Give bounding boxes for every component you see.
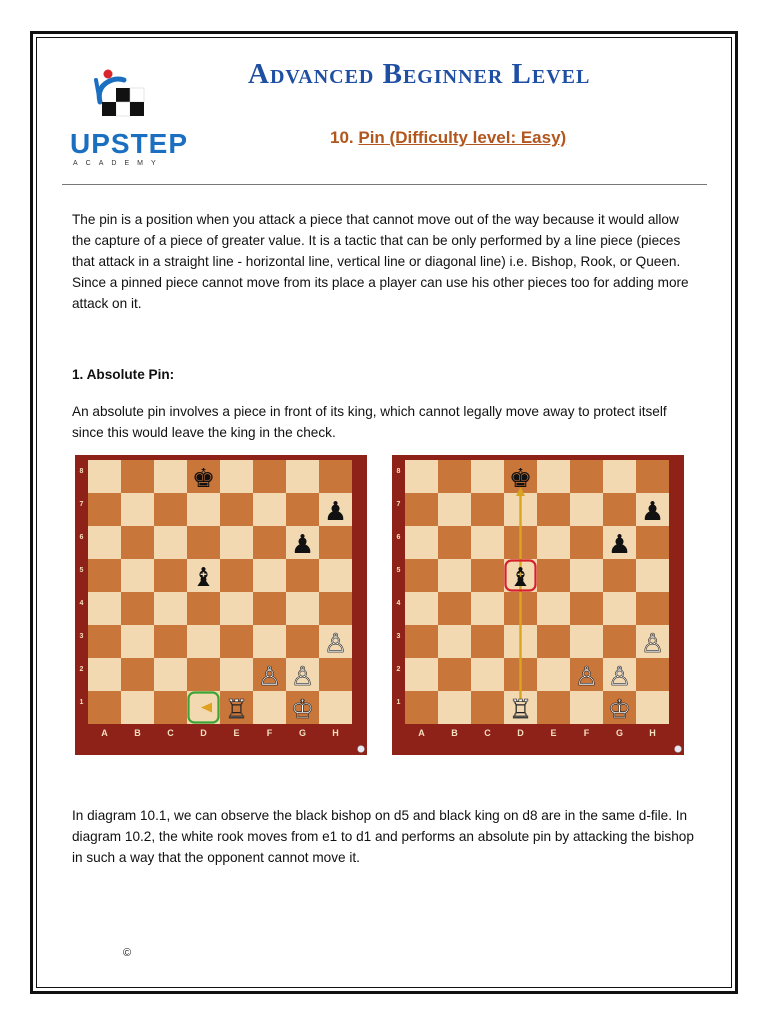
description-paragraph: In diagram 10.1, we can observe the black bishop on d5 and black king on d8 are in the same d-file. In diagram 10.2, the white rook moves from e1 to d1 and performs an absolute pin by attacking the bishop in such a way that the opponent cannot move it. <box>72 808 694 865</box>
file-label: B <box>134 728 141 738</box>
board-square <box>405 493 438 526</box>
board-square <box>121 526 154 559</box>
corner-dot-icon <box>358 746 365 753</box>
rank-label: 2 <box>396 666 401 673</box>
board-square <box>121 559 154 592</box>
board-square <box>88 559 121 592</box>
file-label: D <box>517 728 524 738</box>
board-square <box>537 460 570 493</box>
board-square <box>220 526 253 559</box>
chess-diagram-10-1 <box>75 455 367 755</box>
board-square <box>570 559 603 592</box>
board-square <box>286 559 319 592</box>
board-square <box>438 625 471 658</box>
chess-piece-icon: ♟ <box>290 530 315 560</box>
file-label: C <box>484 728 491 738</box>
board-square <box>154 559 187 592</box>
logo-wordmark: UPSTEP <box>70 128 189 159</box>
board-square <box>471 493 504 526</box>
file-label: B <box>451 728 458 738</box>
lesson-name: Pin (Difficulty level: Easy) <box>358 128 567 147</box>
board-square <box>636 460 669 493</box>
rank-label: 6 <box>396 534 401 541</box>
board-square <box>88 691 121 724</box>
board-square <box>570 625 603 658</box>
board-square <box>88 526 121 559</box>
file-label: E <box>233 728 240 738</box>
lesson-number: 10. <box>330 128 354 147</box>
intro-paragraph: The pin is a position when you attack a piece that cannot move out of the way because it would allow the capture of a piece of greater value. It is a tactic that can be only performed by a line piece (pieces that attack in a straight line - horizontal line, vertical line or diagonal line) i.e. Bishop, Rook, or Queen. Since a pinned piece cannot move from its place a player can use his other pieces too for adding more attack on it. <box>72 212 689 311</box>
rank-label: 4 <box>79 600 84 607</box>
board-square <box>220 460 253 493</box>
board-square <box>187 592 220 625</box>
board-square <box>253 691 286 724</box>
chess-piece-icon: ♙ <box>323 629 348 659</box>
board-square <box>405 460 438 493</box>
board-square <box>570 493 603 526</box>
board-square <box>286 460 319 493</box>
board-square <box>319 592 352 625</box>
board-square <box>88 658 121 691</box>
board-square <box>405 691 438 724</box>
chess-piece-icon: ♚ <box>191 464 216 494</box>
board-square <box>121 592 154 625</box>
board-square <box>636 691 669 724</box>
board-square <box>253 526 286 559</box>
rank-label: 3 <box>79 633 84 640</box>
board-square <box>471 625 504 658</box>
section-paragraph: An absolute pin involves a piece in front of its king, which cannot legally move away to protect itself since this would leave the king in the check. <box>72 404 667 440</box>
board-square <box>154 526 187 559</box>
board-square <box>570 691 603 724</box>
board-square <box>603 493 636 526</box>
file-label: G <box>298 728 307 738</box>
board-square <box>253 493 286 526</box>
chess-piece-icon: ♖ <box>508 695 533 725</box>
board-square <box>220 493 253 526</box>
chess-piece-icon: ♚ <box>508 464 533 494</box>
chess-piece-icon: ♙ <box>257 662 282 692</box>
rank-label: 2 <box>79 666 84 673</box>
chess-piece-icon: ♝ <box>508 563 533 593</box>
board-square <box>537 493 570 526</box>
board-square <box>471 658 504 691</box>
board-square <box>471 691 504 724</box>
board-square <box>636 658 669 691</box>
board-square <box>471 592 504 625</box>
board-square <box>154 625 187 658</box>
rank-label: 4 <box>396 600 401 607</box>
board-square <box>603 460 636 493</box>
board-square <box>187 625 220 658</box>
board-square <box>88 592 121 625</box>
file-label: D <box>200 728 207 738</box>
board-square <box>121 691 154 724</box>
rank-label: 5 <box>79 567 84 574</box>
chess-diagram-10-2 <box>392 455 684 755</box>
chess-piece-icon: ♙ <box>607 662 632 692</box>
file-label: F <box>266 728 273 738</box>
board-square <box>121 493 154 526</box>
board-square <box>286 493 319 526</box>
upstep-logo <box>70 66 188 170</box>
board-square <box>636 592 669 625</box>
board-square <box>253 625 286 658</box>
board-square <box>405 658 438 691</box>
board-square <box>438 592 471 625</box>
logo-mark-icon <box>70 66 180 128</box>
corner-dot-icon <box>675 746 682 753</box>
board-square <box>121 625 154 658</box>
board-square <box>88 493 121 526</box>
board-square <box>405 625 438 658</box>
board-square <box>220 658 253 691</box>
board-square <box>537 559 570 592</box>
board-square <box>636 559 669 592</box>
file-label: G <box>615 728 624 738</box>
board-square <box>438 559 471 592</box>
board-square <box>187 658 220 691</box>
board-square <box>154 691 187 724</box>
board-square <box>636 526 669 559</box>
rank-label: 6 <box>79 534 84 541</box>
file-label: A <box>101 728 108 738</box>
lesson-title <box>330 128 566 148</box>
file-label: H <box>332 728 339 738</box>
board-square <box>253 460 286 493</box>
file-label: A <box>418 728 425 738</box>
board-square <box>405 592 438 625</box>
board-square <box>570 526 603 559</box>
chess-piece-icon: ♙ <box>574 662 599 692</box>
board-square <box>319 460 352 493</box>
chess-board-svg <box>75 455 367 755</box>
board-square <box>570 592 603 625</box>
section-heading: 1. Absolute Pin: <box>72 367 175 382</box>
file-label: F <box>583 728 590 738</box>
chess-piece-icon: ♔ <box>607 695 632 725</box>
board-square <box>471 460 504 493</box>
board-square <box>220 559 253 592</box>
board-square <box>537 658 570 691</box>
board-square <box>438 658 471 691</box>
board-square <box>438 691 471 724</box>
board-square <box>253 592 286 625</box>
chess-piece-icon: ♟ <box>323 497 348 527</box>
chess-piece-icon: ♝ <box>191 563 216 593</box>
chess-piece-icon: ♟ <box>607 530 632 560</box>
board-square <box>405 559 438 592</box>
board-square <box>154 460 187 493</box>
board-square <box>405 526 438 559</box>
rank-label: 1 <box>79 699 84 706</box>
logo-subtitle: ACADEMY <box>73 160 164 167</box>
chess-piece-icon: ♙ <box>640 629 665 659</box>
board-square <box>319 559 352 592</box>
board-square <box>537 526 570 559</box>
board-square <box>121 460 154 493</box>
rank-label: 7 <box>396 501 401 508</box>
board-square <box>187 493 220 526</box>
board-square <box>154 592 187 625</box>
board-square <box>88 460 121 493</box>
board-square <box>537 592 570 625</box>
copyright-mark: © <box>123 947 132 959</box>
board-square <box>537 625 570 658</box>
board-square <box>438 493 471 526</box>
board-square <box>603 559 636 592</box>
rank-label: 1 <box>396 699 401 706</box>
board-square <box>537 691 570 724</box>
board-square <box>319 691 352 724</box>
rank-label: 8 <box>396 468 401 475</box>
board-square <box>253 559 286 592</box>
board-square <box>88 625 121 658</box>
board-square <box>154 658 187 691</box>
board-square <box>570 460 603 493</box>
chess-piece-icon: ♟ <box>640 497 665 527</box>
board-square <box>471 559 504 592</box>
board-square <box>319 658 352 691</box>
board-square <box>603 592 636 625</box>
header-divider <box>62 184 707 185</box>
board-square <box>603 625 636 658</box>
chess-piece-icon: ♖ <box>224 695 249 725</box>
chess-piece-icon: ♔ <box>290 695 315 725</box>
board-square <box>220 625 253 658</box>
board-square <box>319 526 352 559</box>
rank-label: 7 <box>79 501 84 508</box>
level-title: Advanced Beginner Level <box>248 58 591 90</box>
board-square <box>154 493 187 526</box>
board-square <box>286 592 319 625</box>
rank-label: 5 <box>396 567 401 574</box>
board-square <box>220 592 253 625</box>
board-square <box>121 658 154 691</box>
file-label: C <box>167 728 174 738</box>
file-label: H <box>649 728 656 738</box>
board-square <box>438 526 471 559</box>
board-square <box>471 526 504 559</box>
chess-piece-icon: ♙ <box>290 662 315 692</box>
board-square <box>286 625 319 658</box>
rank-label: 3 <box>396 633 401 640</box>
rank-label: 8 <box>79 468 84 475</box>
board-square <box>187 526 220 559</box>
chess-board-svg <box>392 455 684 755</box>
file-label: E <box>550 728 557 738</box>
board-square <box>438 460 471 493</box>
